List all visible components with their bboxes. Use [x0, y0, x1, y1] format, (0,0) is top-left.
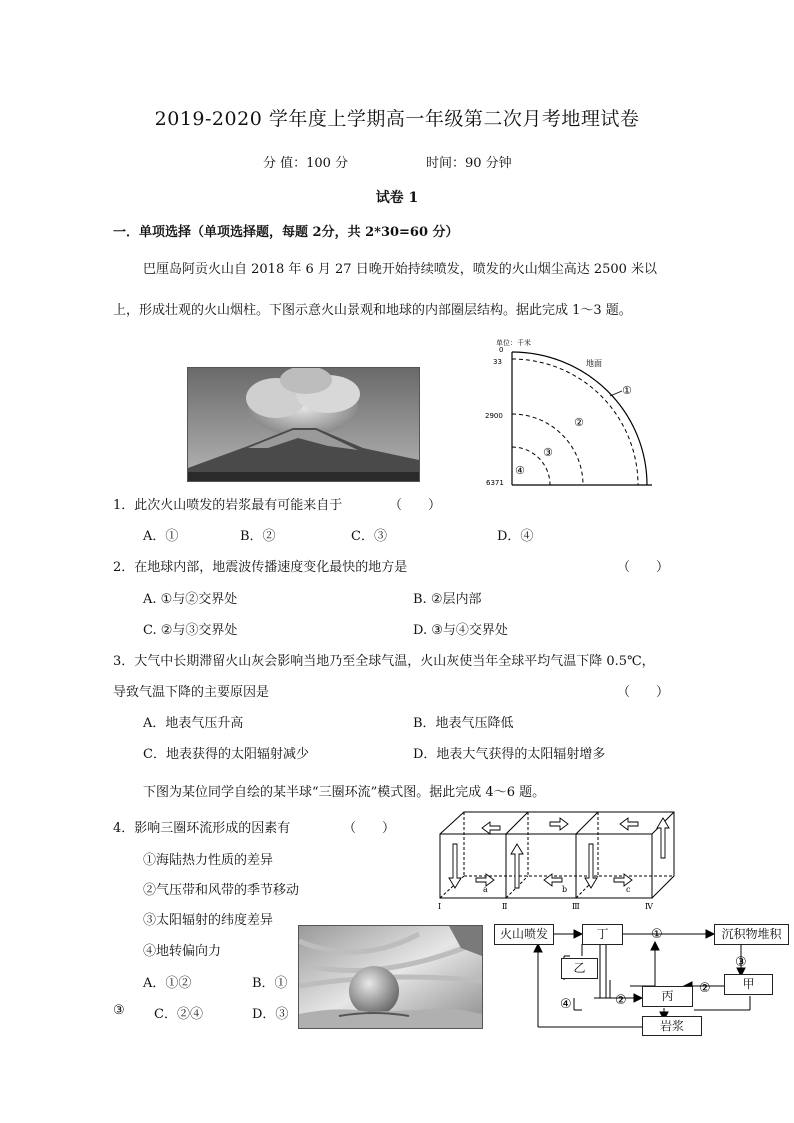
q2-stem: 2．在地球内部，地震波传播速度变化最快的地方是 [113, 560, 408, 575]
q3-option-b[interactable]: B．地表气压降低 [413, 716, 514, 731]
jia-box: 甲 [724, 974, 773, 995]
intro1-line1: 巴厘岛阿贡火山自 2018 年 6 月 27 日晚开始持续喷发，喷发的火山烟尘高达 2500 米以 [143, 262, 658, 277]
score-info: 分 值：100 分 [263, 156, 349, 171]
q3-option-d[interactable]: D．地表大气获得的太阳辐射增多 [413, 747, 606, 762]
volcano-eruption-box: 火山喷发 [494, 924, 554, 945]
q2-paren: （ ） [617, 560, 670, 575]
intro1-line2: 上，形成壮观的火山烟柱。下图示意火山景观和地球的内部圈层结构。据此完成 1～3 题。 [113, 303, 632, 318]
ding-box: 丁 [582, 924, 623, 945]
boundary-iii: Ⅲ [572, 902, 580, 911]
q4-stem: 4．影响三圈环流形成的因素有 [113, 821, 291, 836]
depth-2900: 2900 [485, 412, 503, 420]
q2-option-c[interactable]: C. ②与③交界处 [143, 623, 238, 638]
three-cell-circulation-diagram [436, 808, 676, 912]
q4-option-d[interactable]: D．③ [252, 1007, 289, 1022]
boundary-i: Ⅰ [438, 902, 442, 911]
time-info: 时间：90 分钟 [426, 156, 512, 171]
depth-6371: 6371 [486, 479, 504, 487]
q1-stem: 1．此次火山喷发的岩浆最有可能来自于 [113, 498, 343, 513]
layer-1-label: ① [622, 384, 632, 397]
q4-option-a[interactable]: A．①② [143, 976, 192, 991]
q2-option-a[interactable]: A. ①与②交界处 [143, 592, 238, 607]
intro2: 下图为某位同学自绘的某半球“三圈环流”模式图。据此完成 4～6 题。 [143, 785, 546, 800]
q1-option-b[interactable]: B．② [240, 529, 276, 544]
q2-option-d[interactable]: D. ③与④交界处 [413, 623, 508, 638]
q4-item-3: ③太阳辐射的纬度差异 [143, 913, 274, 928]
magma-box: 岩浆 [642, 1016, 702, 1036]
rock-cycle-diagram [490, 920, 792, 1038]
q3-stem-line2: 导致气温下降的主要原因是 [113, 685, 270, 700]
arrow-label-4: ④ [560, 997, 572, 1012]
cell-c-label: c [626, 885, 631, 894]
paper-label: 试卷 1 [375, 190, 419, 206]
layer-3-label: ③ [543, 446, 553, 459]
q3-paren: （ ） [617, 685, 670, 700]
sediment-box: 沉积物堆积 [714, 924, 789, 945]
section1-heading: 一．单项选择（单项选择题，每题 2分，共 2*30=60 分） [113, 225, 459, 240]
page-title: 2019-2020 学年度上学期高一年级第二次月考地理试卷 [154, 108, 640, 130]
q4-item-2: ②气压带和风带的季节移动 [143, 883, 300, 898]
arrow-label-2b: ② [699, 981, 711, 996]
q1-option-d[interactable]: D．④ [497, 529, 534, 544]
q4-option-c[interactable]: C．②④ [154, 1007, 203, 1022]
volcano-photo [187, 367, 420, 482]
cell-b-label: b [562, 885, 568, 894]
boundary-ii: Ⅱ [502, 902, 508, 911]
q3-stem-line1: 3．大气中长期滞留火山灰会影响当地乃至全球气温，火山灰使当年全球平均气温下降 0.5℃， [113, 654, 655, 669]
layer-2-label: ② [574, 416, 584, 429]
unit-label: 单位：千米 [496, 339, 531, 347]
q1-option-c[interactable]: C．③ [351, 529, 387, 544]
depth-zero: 0 [499, 346, 504, 354]
q3-option-c[interactable]: C．地表获得的太阳辐射减少 [143, 747, 309, 762]
surface-label: 地面 [586, 359, 602, 368]
q4-item-4: ④地转偏向力 [143, 944, 222, 959]
arrow-label-3: ③ [735, 955, 747, 970]
cell-a-label: a [483, 885, 488, 894]
q4-option-b-cont: ③ [113, 1003, 125, 1018]
layer-4-label: ④ [515, 464, 525, 477]
q3-option-a[interactable]: A．地表气压升高 [143, 716, 244, 731]
q4-option-b[interactable]: B．① [252, 976, 288, 991]
bing-box: 丙 [642, 986, 693, 1007]
q4-paren: （ ） [343, 821, 396, 836]
boundary-iv: Ⅳ [645, 902, 653, 911]
arrow-label-2a: ② [615, 993, 627, 1008]
rock-photo [298, 925, 483, 1029]
yi-box: 乙 [561, 958, 598, 979]
q1-option-a[interactable]: A．① [143, 529, 179, 544]
earth-layer-diagram [482, 337, 662, 489]
q1-paren: （ ） [389, 498, 442, 513]
depth-33: 33 [493, 358, 502, 366]
q4-item-1: ①海陆热力性质的差异 [143, 853, 274, 868]
arrow-label-1: ① [651, 927, 663, 942]
q2-option-b[interactable]: B. ②层内部 [413, 592, 482, 607]
